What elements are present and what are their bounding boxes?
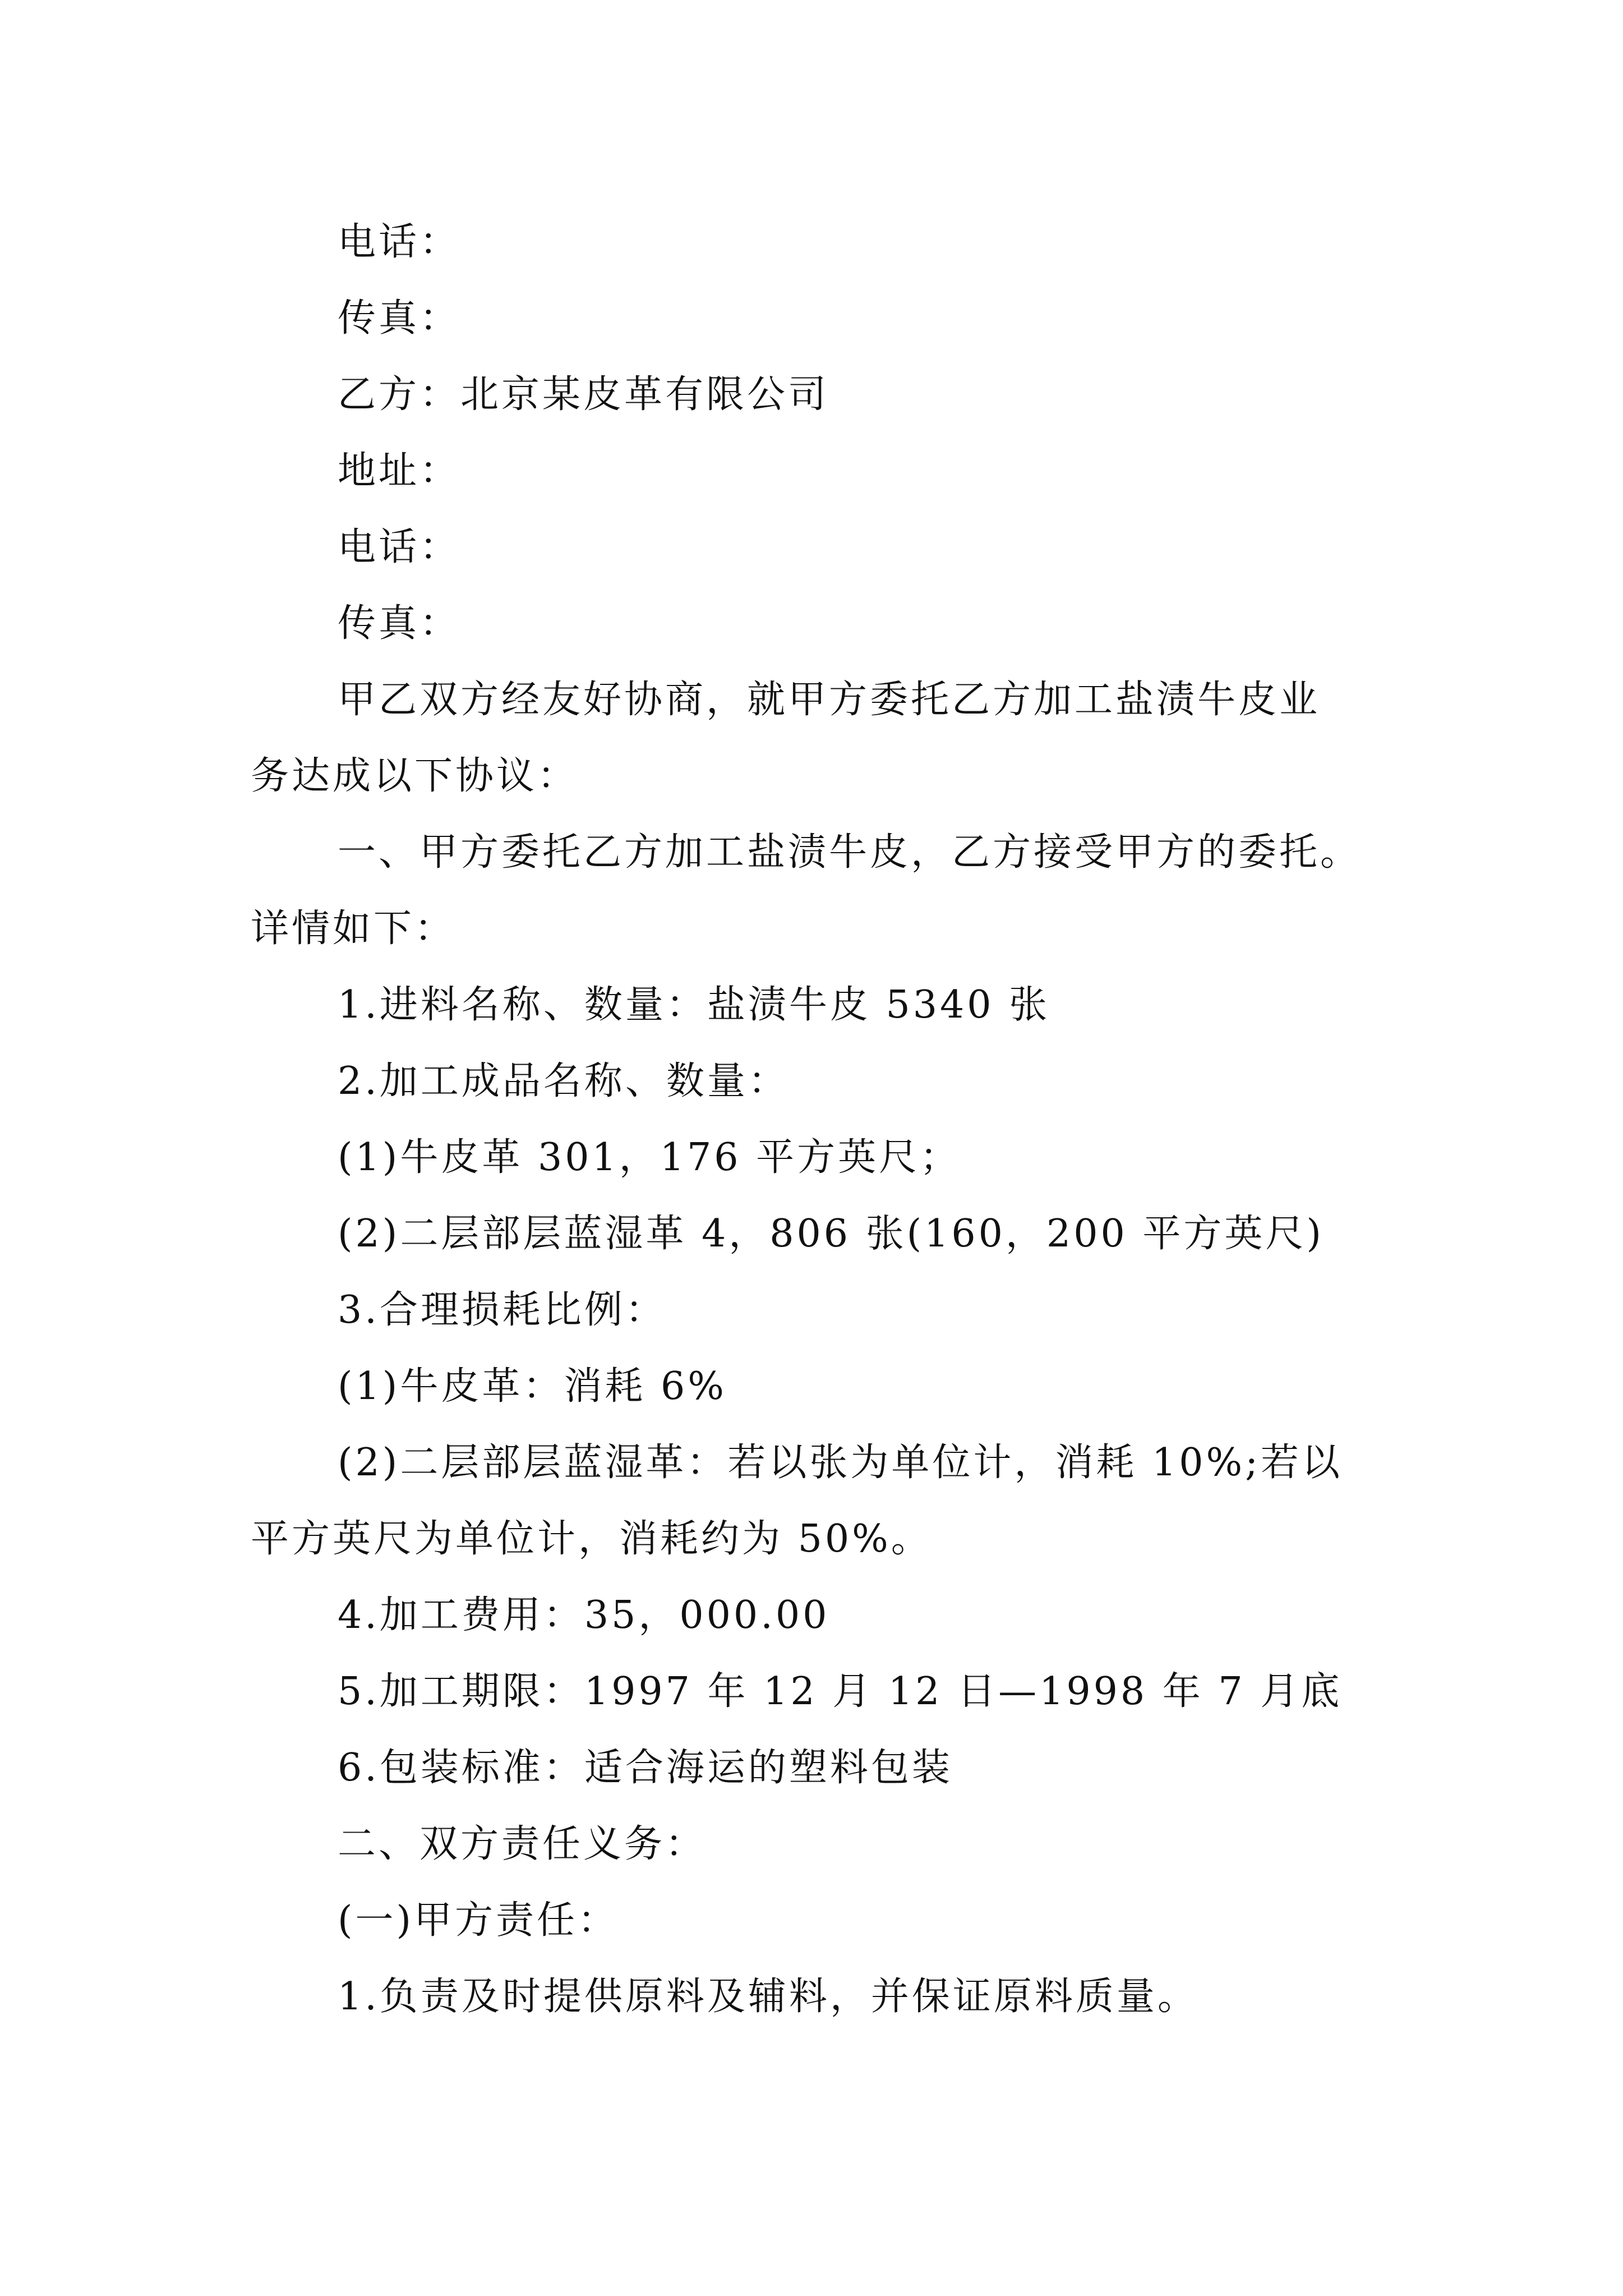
text-line: 务达成以下协议： <box>251 754 579 798</box>
text-line: (2)二层部层蓝湿革：若以张为单位计，消耗 10%;若以 <box>338 1441 1343 1485</box>
text-line: 2.加工成品名称、数量： <box>338 1059 789 1103</box>
text-line: 详情如下： <box>251 907 456 951</box>
text-line: 传真： <box>338 296 461 341</box>
text-line: 平方英尺为单位计，消耗约为 50%。 <box>251 1517 932 1561</box>
text-line: 电话： <box>338 525 461 569</box>
text-line: 5.加工期限：1997 年 12 月 12 日—1998 年 7 月底 <box>338 1669 1343 1714</box>
text-line: 电话： <box>338 220 461 264</box>
text-line: 一、甲方委托乙方加工盐渍牛皮，乙方接受甲方的委托。 <box>338 830 1362 875</box>
text-line: 甲乙双方经友好协商，就甲方委托乙方加工盐渍牛皮业 <box>338 678 1321 722</box>
text-line: 6.包装标准：适合海运的塑料包装 <box>338 1746 953 1790</box>
text-line: (2)二层部层蓝湿革 4，806 张(160，200 平方英尺) <box>338 1212 1324 1256</box>
contract-body <box>251 204 1391 2035</box>
text-line: 地址： <box>338 449 461 493</box>
text-line: 二、双方责任义务： <box>338 1822 707 1866</box>
text-line: 4.加工费用：35，000.00 <box>338 1593 830 1637</box>
text-line: 3.合理损耗比例： <box>338 1288 666 1332</box>
text-line: (一)甲方责任： <box>338 1898 619 1943</box>
text-line: (1)牛皮革 301，176 平方英尺； <box>338 1135 961 1180</box>
text-line: 1.负责及时提供原料及辅料，并保证原料质量。 <box>338 1975 1198 2019</box>
text-line: 传真： <box>338 601 461 646</box>
text-line: 1.进料名称、数量：盐渍牛皮 5340 张 <box>338 983 1050 1027</box>
text-line: (1)牛皮革：消耗 6% <box>338 1364 727 1409</box>
text-line: 乙方：北京某皮革有限公司 <box>338 372 829 417</box>
